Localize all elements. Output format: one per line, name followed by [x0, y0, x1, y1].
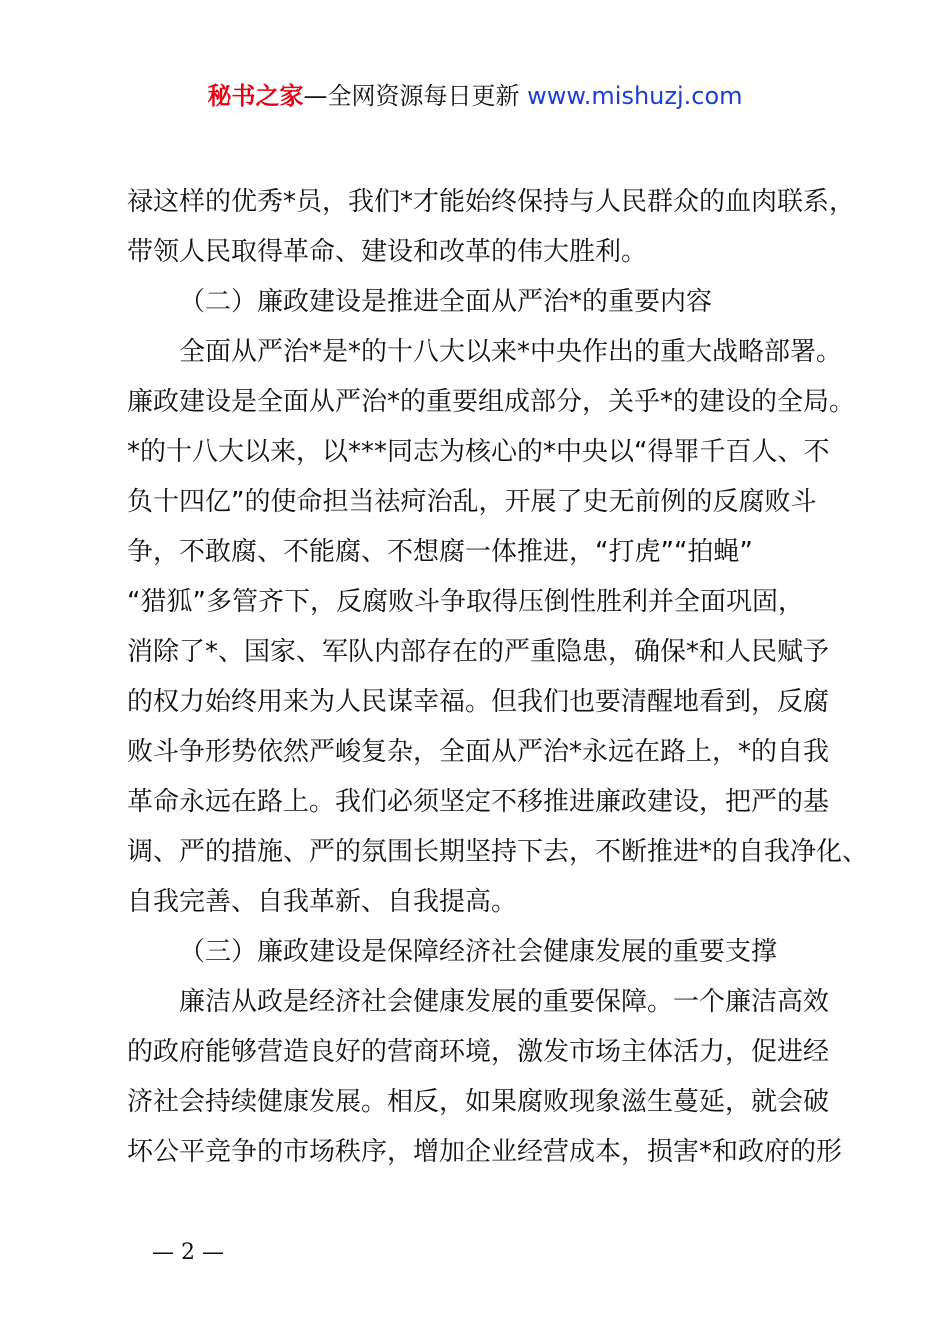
header-tagline: —全网资源每日更新 [303, 82, 520, 110]
text-line: 禄这样的优秀*员，我们*才能始终保持与人民群众的血肉联系， [127, 187, 856, 217]
text-line: 调、严的措施、严的氛围长期坚持下去，不断推进*的自我净化、 [127, 837, 869, 867]
text-line: 廉洁从政是经济社会健康发展的重要保障。一个廉洁高效 [179, 987, 830, 1017]
text-line: 争，不敢腐、不能腐、不想腐一体推进，“打虎”“拍蝇” [127, 537, 753, 567]
text-line: 革命永远在路上。我们必须坚定不移推进廉政建设，把严的基 [127, 787, 830, 817]
text-line: 负十四亿”的使命担当祛疴治乱，开展了史无前例的反腐败斗 [127, 487, 817, 517]
text-line: 廉政建设是全面从严治*的重要组成部分，关乎*的建设的全局。 [127, 387, 856, 417]
text-line: 自我完善、自我革新、自我提高。 [127, 887, 518, 917]
text-line: *的十八大以来，以***同志为核心的*中央以“得罪千百人、不 [127, 437, 830, 467]
document-body [127, 177, 869, 1177]
text-line: 全面从严治*是*的十八大以来*中央作出的重大战略部署。 [179, 337, 843, 367]
site-header [0, 80, 950, 112]
text-line: 济社会持续健康发展。相反，如果腐败现象滋生蔓延，就会破 [127, 1087, 830, 1117]
text-line: 败斗争形势依然严峻复杂，全面从严治*永远在路上，*的自我 [127, 737, 830, 767]
text-line: “猎狐”多管齐下，反腐败斗争取得压倒性胜利并全面巩固， [127, 587, 804, 617]
text-line: 的政府能够营造良好的营商环境，激发市场主体活力，促进经 [127, 1037, 830, 1067]
header-brand: 秘书之家 [207, 82, 304, 110]
text-line: 消除了*、国家、军队内部存在的严重隐患，确保*和人民赋予 [127, 637, 830, 667]
text-line: 坏公平竞争的市场秩序，增加企业经营成本，损害*和政府的形 [127, 1137, 843, 1167]
section-heading: （三）廉政建设是保障经济社会健康发展的重要支撑 [179, 937, 778, 967]
page-number: — 2 — [152, 1240, 224, 1265]
section-heading: （二）廉政建设是推进全面从严治*的重要内容 [179, 287, 713, 317]
text-line: 带领人民取得革命、建设和改革的伟大胜利。 [127, 237, 648, 267]
text-line: 的权力始终用来为人民谋幸福。但我们也要清醒地看到，反腐 [127, 687, 830, 717]
header-url-link[interactable]: www.mishuzj.com [527, 82, 743, 110]
